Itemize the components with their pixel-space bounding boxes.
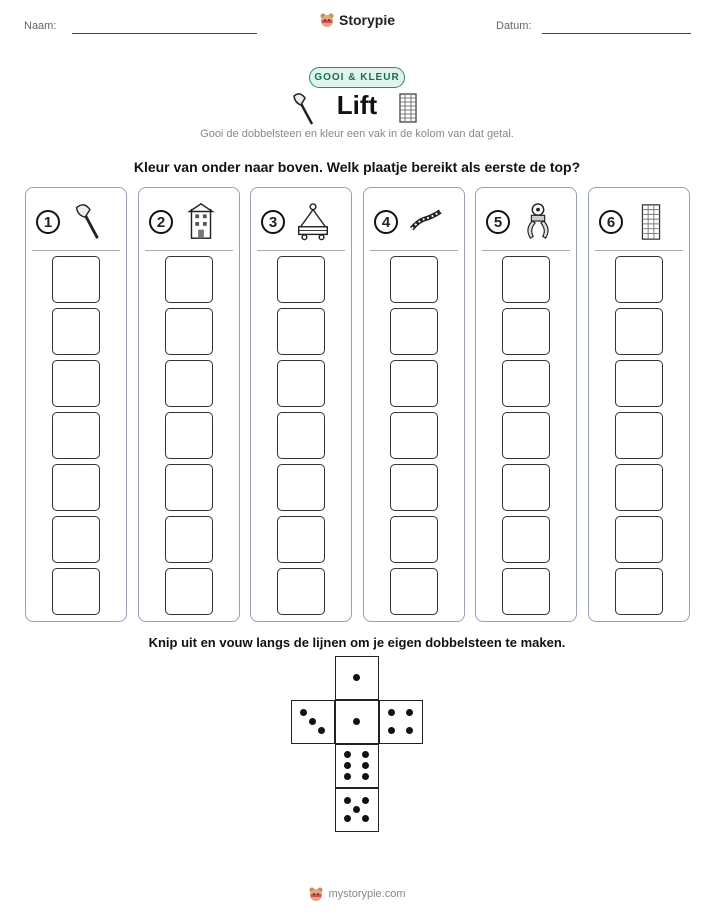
color-box[interactable] [502,412,550,459]
column-header [149,202,219,242]
color-box[interactable] [277,464,325,511]
dice-pip [406,709,413,716]
color-box[interactable] [390,256,438,303]
column-4 [363,187,465,622]
color-box[interactable] [277,308,325,355]
color-box[interactable] [502,360,550,407]
color-box[interactable] [165,360,213,407]
color-box[interactable] [52,412,100,459]
dice-pip [388,709,395,716]
column-number: 2 [149,210,173,234]
dice-pip [353,806,360,813]
dice-pip [344,797,351,804]
dice-face-1 [335,700,379,744]
column-header [599,202,669,242]
name-line[interactable] [72,33,257,34]
footer [0,886,714,907]
column-header [486,202,556,242]
color-box[interactable] [165,256,213,303]
skyscraper-icon [633,202,669,242]
color-box[interactable] [502,464,550,511]
column-divider [370,250,458,251]
name-label: Naam: [24,20,57,32]
color-box[interactable] [52,256,100,303]
color-box[interactable] [615,360,663,407]
grabber-claw-icon [520,202,556,242]
column-header [374,202,444,242]
color-box[interactable] [615,464,663,511]
cut-instruction: Knip uit en vouw langs de lijnen om je eigen dobbelsteen te maken. [148,635,566,650]
color-box[interactable] [52,308,100,355]
column-number: 4 [374,210,398,234]
dice-pip [353,718,360,725]
brand-name: Storypie [338,12,395,28]
dice-pip [406,727,413,734]
dice-pip [344,762,351,769]
dice-pip [362,815,369,822]
color-box[interactable] [165,516,213,563]
color-box[interactable] [277,256,325,303]
storypie-bear-icon [319,12,335,28]
storypie-bear-icon [308,886,324,902]
color-box[interactable] [277,412,325,459]
subtitle: Gooi de dobbelsteen en kleur een vak in de kolom van dat getal. [200,128,514,140]
rope-icon [408,202,444,242]
dice-face-5 [335,788,379,832]
color-box[interactable] [52,464,100,511]
column-3 [250,187,352,622]
color-box[interactable] [165,568,213,615]
color-box[interactable] [502,568,550,615]
dice-pip [362,773,369,780]
column-5 [475,187,577,622]
footer-url: mystorypie.com [328,888,406,900]
color-box[interactable] [390,568,438,615]
dice-pip [362,797,369,804]
column-number: 3 [261,210,285,234]
column-2 [138,187,240,622]
dice-pip [362,762,369,769]
color-box[interactable] [165,308,213,355]
column-divider [595,250,683,251]
column-number: 1 [36,210,60,234]
column-6 [588,187,690,622]
dice-pip [344,751,351,758]
page-title: Lift [336,90,378,120]
column-divider [145,250,233,251]
color-box[interactable] [390,516,438,563]
dice-face-1 [335,656,379,700]
brand-logo [0,12,714,33]
column-header [36,202,106,242]
color-box[interactable] [502,308,550,355]
lift-platform-icon [295,202,331,242]
color-box[interactable] [390,360,438,407]
instruction: Kleur van onder naar boven. Welk plaatje bereikt als eerste de top? [133,159,581,175]
date-label: Datum: [496,20,532,32]
color-box[interactable] [277,360,325,407]
dice-face-3 [291,700,335,744]
color-box[interactable] [52,516,100,563]
column-divider [482,250,570,251]
date-line[interactable] [542,33,691,34]
tower-icon [183,202,219,242]
column-divider [257,250,345,251]
category-badge: GOOI & KLEUR [309,67,405,88]
dice-pip [388,727,395,734]
dice-face-6 [335,744,379,788]
column-header [261,202,331,242]
color-box[interactable] [502,516,550,563]
color-box[interactable] [615,412,663,459]
dice-pip [344,773,351,780]
color-box[interactable] [165,464,213,511]
color-box[interactable] [277,516,325,563]
dice-pip [309,718,316,725]
color-box[interactable] [615,568,663,615]
column-divider [32,250,120,251]
color-box[interactable] [615,256,663,303]
dice-pip [300,709,307,716]
dice-pip [362,751,369,758]
axe-icon [70,202,106,242]
column-number: 5 [486,210,510,234]
color-box[interactable] [277,568,325,615]
color-box[interactable] [52,568,100,615]
color-box[interactable] [390,412,438,459]
skyscraper-icon [398,92,418,124]
color-box[interactable] [165,412,213,459]
color-box[interactable] [615,516,663,563]
dice-pip [318,727,325,734]
color-box[interactable] [615,308,663,355]
column-1 [25,187,127,622]
column-number: 6 [599,210,623,234]
color-box[interactable] [390,464,438,511]
color-box[interactable] [52,360,100,407]
dice-face-4 [379,700,423,744]
dice-pip [353,674,360,681]
color-box[interactable] [502,256,550,303]
dice-pip [344,815,351,822]
color-box[interactable] [390,308,438,355]
